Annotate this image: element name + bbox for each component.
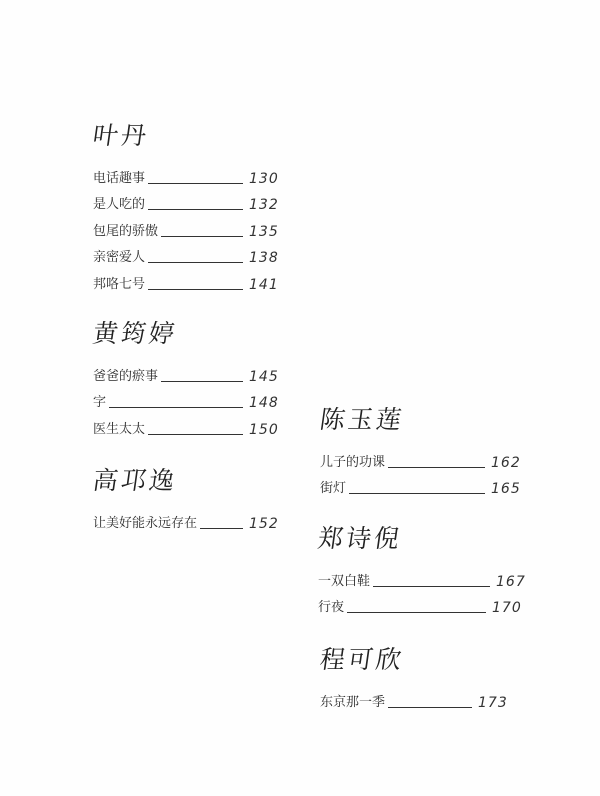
author-name: 叶丹 bbox=[91, 121, 152, 150]
entry-title: 字 bbox=[93, 395, 107, 410]
entry-page: 170 bbox=[492, 600, 522, 616]
toc-section-huang-yun-ting bbox=[93, 319, 279, 439]
entry-page: 135 bbox=[249, 223, 279, 240]
leader-line bbox=[373, 586, 490, 587]
toc-entry[interactable] bbox=[93, 386, 279, 413]
entry-title: 一双白鞋 bbox=[318, 573, 371, 589]
leader-line bbox=[109, 407, 243, 408]
toc-entry[interactable] bbox=[93, 412, 279, 439]
entry-title: 是人吃的 bbox=[93, 197, 146, 212]
toc-entry[interactable] bbox=[93, 214, 279, 241]
entry-page: 162 bbox=[491, 454, 521, 471]
toc-entry[interactable] bbox=[320, 685, 508, 712]
entry-page: 173 bbox=[478, 694, 508, 711]
author-name: 郑诗倪 bbox=[316, 524, 405, 553]
entry-page: 141 bbox=[249, 276, 279, 293]
entry-page: 150 bbox=[249, 421, 279, 438]
entry-title: 东京那一季 bbox=[320, 694, 386, 710]
toc-entry[interactable] bbox=[93, 267, 279, 294]
toc-entry[interactable] bbox=[318, 591, 526, 618]
leader-line bbox=[347, 612, 486, 613]
entry-title: 亲密爱人 bbox=[93, 250, 146, 265]
toc-entry[interactable] bbox=[93, 241, 279, 268]
entry-title: 邦咯七号 bbox=[93, 276, 146, 292]
toc-entry[interactable] bbox=[93, 188, 279, 215]
toc-entry[interactable] bbox=[93, 161, 279, 188]
toc-section-ye-dan bbox=[93, 121, 279, 294]
author-name: 高邛逸 bbox=[91, 466, 180, 495]
leader-line bbox=[148, 434, 243, 435]
toc-entry[interactable] bbox=[93, 506, 279, 533]
entry-page: 145 bbox=[249, 368, 279, 385]
entry-title: 电话趣事 bbox=[93, 170, 146, 186]
toc-section-chen-yu-lian bbox=[320, 405, 521, 498]
entry-title: 行夜 bbox=[318, 600, 345, 615]
entry-page: 152 bbox=[249, 515, 279, 532]
entry-page: 165 bbox=[491, 481, 521, 497]
leader-line bbox=[388, 467, 485, 468]
entry-title: 让美好能永远存在 bbox=[93, 515, 198, 531]
toc-section-zheng-shi-ni bbox=[318, 524, 526, 617]
leader-line bbox=[148, 289, 243, 290]
leader-line bbox=[161, 236, 243, 237]
entry-page: 138 bbox=[249, 250, 279, 266]
entry-title: 街灯 bbox=[320, 481, 347, 496]
leader-line bbox=[349, 493, 485, 494]
toc-entry[interactable] bbox=[320, 472, 521, 499]
leader-line bbox=[388, 707, 472, 708]
entry-title: 包尾的骄傲 bbox=[93, 223, 159, 239]
entry-title: 爸爸的瘀事 bbox=[93, 368, 159, 384]
toc-section-cheng-ke-xin bbox=[320, 645, 508, 712]
entry-page: 148 bbox=[249, 395, 279, 411]
author-name: 陈玉莲 bbox=[318, 405, 407, 434]
entry-title: 儿子的功课 bbox=[320, 454, 386, 470]
leader-line bbox=[148, 209, 243, 210]
toc-entry[interactable] bbox=[93, 359, 279, 386]
leader-line bbox=[148, 262, 243, 263]
author-name: 程可欣 bbox=[318, 645, 407, 674]
entry-page: 167 bbox=[496, 573, 526, 590]
entry-page: 130 bbox=[249, 170, 279, 187]
toc-entry[interactable] bbox=[318, 564, 526, 591]
entry-page: 132 bbox=[249, 197, 279, 213]
toc-entry[interactable] bbox=[320, 445, 521, 472]
author-name: 黄筠婷 bbox=[91, 319, 180, 348]
leader-line bbox=[148, 183, 243, 184]
entry-title: 医生太太 bbox=[93, 421, 146, 437]
leader-line bbox=[161, 381, 243, 382]
toc-section-gao-qiong-yi bbox=[93, 466, 279, 533]
leader-line bbox=[200, 528, 243, 529]
